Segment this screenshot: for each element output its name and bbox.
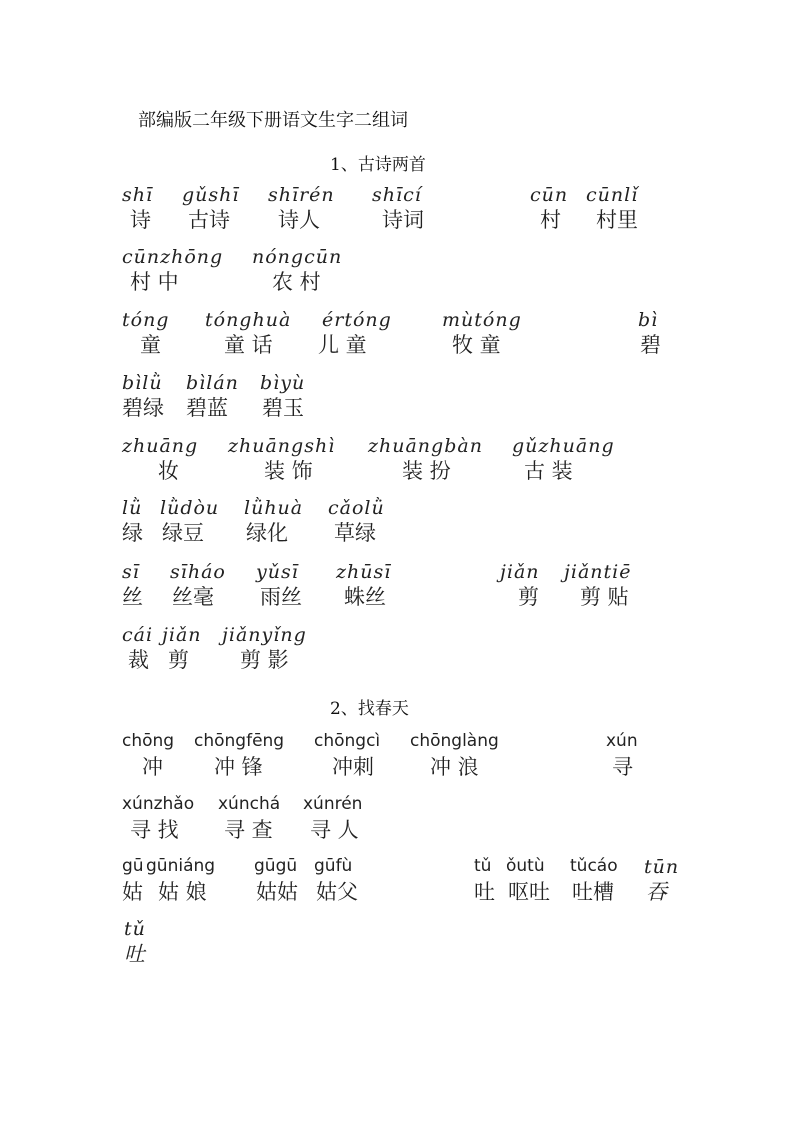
vocab-line xyxy=(0,624,800,674)
pinyin: gūgū xyxy=(254,856,298,876)
pinyin: lǜdòu xyxy=(160,497,220,519)
pinyin: yǔsī xyxy=(256,561,299,583)
word: 碧绿 xyxy=(122,396,164,420)
pinyin: xúnchá xyxy=(218,794,281,814)
pinyin: tóng xyxy=(122,309,170,331)
pinyin: shīrén xyxy=(268,184,335,206)
word: 寻 xyxy=(612,755,633,779)
word: 剪 xyxy=(518,585,539,609)
vocab-line xyxy=(0,435,800,485)
pinyin: chōnglàng xyxy=(410,731,499,751)
word: 碧玉 xyxy=(262,396,304,420)
pinyin: xúnrén xyxy=(303,794,363,814)
word: 吐槽 xyxy=(572,880,614,904)
word: 诗人 xyxy=(278,208,320,232)
pinyin: cái xyxy=(122,624,154,646)
vocab-line xyxy=(0,856,800,906)
vocab-line xyxy=(0,309,800,359)
pinyin: sīháo xyxy=(170,561,226,583)
word: 冲 xyxy=(142,755,163,779)
vocab-line xyxy=(0,731,800,781)
pinyin: zhuāngbàn xyxy=(368,435,483,457)
word: 绿豆 xyxy=(162,521,204,545)
pinyin: chōngcì xyxy=(314,731,381,751)
pinyin: bìlǜ xyxy=(122,372,163,394)
pinyin: értóng xyxy=(322,309,392,331)
word: 冲 锋 xyxy=(214,755,263,779)
word: 绿化 xyxy=(246,521,288,545)
pinyin: tónghuà xyxy=(205,309,292,331)
pinyin: zhuāng xyxy=(122,435,199,457)
pinyin: mùtóng xyxy=(442,309,522,331)
vocab-line xyxy=(0,372,800,422)
word: 寻 人 xyxy=(310,818,359,842)
pinyin: shī xyxy=(122,184,154,206)
word: 剪 贴 xyxy=(580,585,629,609)
word: 丝 xyxy=(122,585,143,609)
vocab-line xyxy=(0,497,800,547)
vocab-line xyxy=(0,794,800,844)
word: 草绿 xyxy=(334,521,376,545)
vocab-line xyxy=(0,246,800,296)
pinyin: cūn xyxy=(530,184,569,206)
word: 诗词 xyxy=(382,208,424,232)
word: 姑父 xyxy=(316,880,358,904)
word: 姑姑 xyxy=(256,880,298,904)
word: 剪 xyxy=(168,648,189,672)
pinyin: lǜhuà xyxy=(244,497,304,519)
word: 蛛丝 xyxy=(344,585,386,609)
word: 剪 影 xyxy=(240,648,289,672)
pinyin: gǔshī xyxy=(182,184,240,206)
word: 姑 xyxy=(122,880,143,904)
word: 装 饰 xyxy=(264,459,313,483)
word: 牧 童 xyxy=(452,333,501,357)
pinyin: bìyù xyxy=(260,372,306,394)
pinyin: bì xyxy=(638,309,659,331)
word: 村 xyxy=(540,208,561,232)
word: 冲 浪 xyxy=(430,755,479,779)
pinyin: jiǎntiē xyxy=(564,561,632,583)
vocab-line xyxy=(0,184,800,234)
word: 童 话 xyxy=(224,333,273,357)
pinyin: zhuāngshì xyxy=(228,435,336,457)
section-heading-2: 2、找春天 xyxy=(330,699,409,719)
pinyin: tǔcáo xyxy=(570,856,618,876)
pinyin: cūnlǐ xyxy=(586,184,639,206)
pinyin: cūnzhōng xyxy=(122,246,224,268)
pinyin: gū xyxy=(122,856,144,876)
pinyin: bìlán xyxy=(186,372,239,394)
word: 碧 xyxy=(640,333,661,357)
word: 吐 xyxy=(474,880,495,904)
pinyin: chōng xyxy=(122,731,175,751)
pinyin: tǔ xyxy=(474,856,492,876)
word: 诗 xyxy=(130,208,151,232)
word: 丝毫 xyxy=(172,585,214,609)
word: 吐 xyxy=(124,942,145,966)
pinyin: gūfù xyxy=(314,856,353,876)
pinyin: lǜ xyxy=(122,497,143,519)
page-title: 部编版二年级下册语文生字二组词 xyxy=(138,110,408,131)
word: 寻 查 xyxy=(224,818,273,842)
word: 农 村 xyxy=(272,270,321,294)
word: 妆 xyxy=(158,459,179,483)
word: 村里 xyxy=(596,208,638,232)
word: 古 装 xyxy=(524,459,573,483)
vocab-line xyxy=(0,561,800,611)
pinyin: gǔzhuāng xyxy=(512,435,615,457)
pinyin: sī xyxy=(122,561,140,583)
pinyin: chōngfēng xyxy=(194,731,285,751)
word: 冲刺 xyxy=(332,755,374,779)
word: 寻 找 xyxy=(130,818,179,842)
word: 童 xyxy=(140,333,161,357)
pinyin: xúnzhǎo xyxy=(122,794,195,814)
word: 裁 xyxy=(128,648,149,672)
word: 碧蓝 xyxy=(186,396,228,420)
word: 吞 xyxy=(646,880,667,904)
pinyin: shīcí xyxy=(372,184,422,206)
word: 儿 童 xyxy=(318,333,367,357)
pinyin: cǎolǜ xyxy=(328,497,385,519)
pinyin: gūniáng xyxy=(146,856,216,876)
pinyin: tūn xyxy=(644,856,680,878)
pinyin: ǒutù xyxy=(506,856,545,876)
pinyin: tǔ xyxy=(124,918,146,940)
pinyin: jiǎn xyxy=(162,624,202,646)
word: 雨丝 xyxy=(260,585,302,609)
word: 呕吐 xyxy=(508,880,550,904)
pinyin: zhūsī xyxy=(336,561,392,583)
word: 装 扮 xyxy=(402,459,451,483)
pinyin: jiǎn xyxy=(500,561,540,583)
pinyin: xún xyxy=(606,731,638,751)
vocab-line xyxy=(0,918,800,968)
word: 绿 xyxy=(122,521,143,545)
section-heading-1: 1、古诗两首 xyxy=(330,155,426,175)
pinyin: nóngcūn xyxy=(252,246,343,268)
word: 村 中 xyxy=(130,270,179,294)
word: 姑 娘 xyxy=(158,880,207,904)
pinyin: jiǎnyǐng xyxy=(222,624,307,646)
word: 古诗 xyxy=(188,208,230,232)
